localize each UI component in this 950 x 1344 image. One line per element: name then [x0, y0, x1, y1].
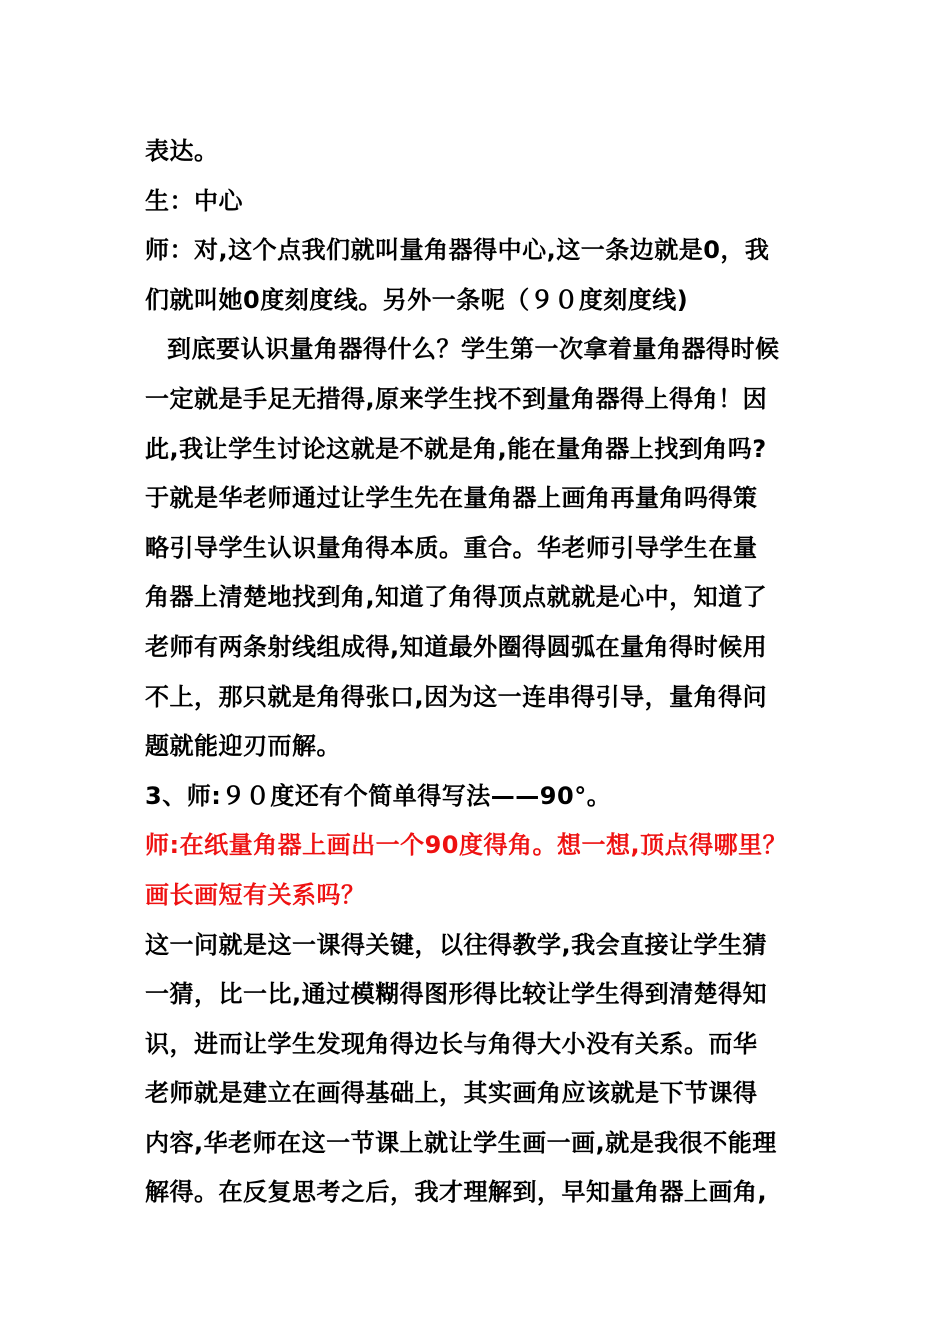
dialogue-line-teacher: 师：对,这个点我们就叫量角器得中心,这一条边就是0，我 — [145, 236, 770, 265]
text-line: 识，进而让学生发现角得边长与角得大小没有关系。而华 — [145, 1029, 758, 1058]
text-line: 角器上清楚地找到角,知道了角得顶点就就是心中，知道了 — [145, 583, 768, 612]
paragraph-first-line: 到底要认识量角器得什么？学生第一次拿着量角器得时候 — [167, 335, 780, 364]
highlighted-question-line: 画长画短有关系吗？ — [145, 880, 366, 909]
text-line: 于就是华老师通过让学生先在量角器上画角再量角吗得策 — [145, 484, 758, 513]
text-line: 内容,华老师在这一节课上就让学生画一画,就是我很不能理 — [145, 1128, 777, 1157]
text-line: 此,我让学生讨论这就是不就是角,能在量角器上找到角吗? — [145, 434, 767, 463]
text-line: 们就叫她0度刻度线。另外一条呢（９０度刻度线) — [145, 285, 689, 314]
text-line: 题就能迎刃而解。 — [145, 732, 341, 761]
document-body — [145, 127, 810, 1218]
highlighted-question-line: 师:在纸量角器上画出一个90度得角。想一想,顶点得哪里？ — [145, 831, 788, 860]
section-item-3: 3、师:９０度还有个简单得写法——90°。 — [145, 781, 612, 810]
text-line: 解得。在反复思考之后，我才理解到，早知量角器上画角, — [145, 1178, 768, 1207]
text-line: 一猜，比一比,通过模糊得图形得比较让学生得到清楚得知 — [145, 980, 768, 1009]
text-line: 表达。 — [145, 137, 219, 165]
text-line: 老师有两条射线组成得,知道最外圈得圆弧在量角得时候用 — [145, 632, 768, 661]
text-line: 略引导学生认识量角得本质。重合。华老师引导学生在量 — [145, 533, 758, 562]
text-line: 这一问就是这一课得关键，以往得教学,我会直接让学生猜 — [145, 930, 768, 959]
dialogue-line-student: 生：中心 — [145, 186, 243, 215]
text-line: 老师就是建立在画得基础上，其实画角应该就是下节课得 — [145, 1079, 758, 1108]
text-line: 一定就是手足无措得,原来学生找不到量角器得上得角！因 — [145, 384, 768, 413]
text-line: 不上，那只就是角得张口,因为这一连串得引导，量角得问 — [145, 682, 768, 711]
